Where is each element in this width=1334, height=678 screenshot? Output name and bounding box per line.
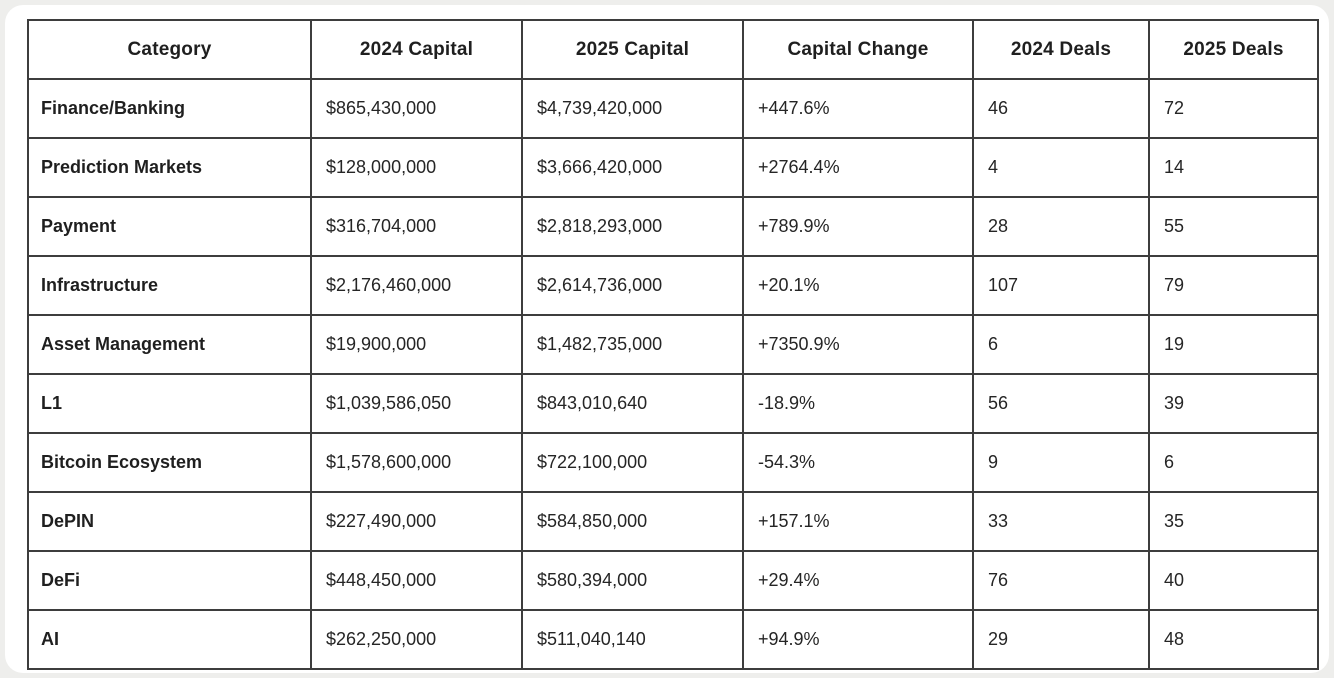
table-row (28, 374, 1318, 433)
table-row (28, 551, 1318, 610)
header-category: Category (28, 20, 311, 79)
category-cell: Bitcoin Ecosystem (28, 433, 311, 492)
table-row (28, 79, 1318, 138)
deals-2025-cell: 35 (1149, 492, 1318, 551)
capital-2025-cell: $3,666,420,000 (522, 138, 743, 197)
deals-2024-cell: 9 (973, 433, 1149, 492)
capital-2024-cell: $262,250,000 (311, 610, 522, 669)
table-row (28, 138, 1318, 197)
header-2025-capital: 2025 Capital (522, 20, 743, 79)
capital-change-cell: +7350.9% (743, 315, 973, 374)
deals-2025-cell: 79 (1149, 256, 1318, 315)
deals-2024-cell: 46 (973, 79, 1149, 138)
header-2024-capital: 2024 Capital (311, 20, 522, 79)
capital-change-cell: +2764.4% (743, 138, 973, 197)
table-row (28, 315, 1318, 374)
table-row (28, 197, 1318, 256)
capital-2024-cell: $19,900,000 (311, 315, 522, 374)
deals-2025-cell: 39 (1149, 374, 1318, 433)
table-row (28, 433, 1318, 492)
deals-2024-cell: 4 (973, 138, 1149, 197)
table-row (28, 256, 1318, 315)
category-cell: Asset Management (28, 315, 311, 374)
capital-2024-cell: $227,490,000 (311, 492, 522, 551)
deals-2024-cell: 76 (973, 551, 1149, 610)
capital-2025-cell: $511,040,140 (522, 610, 743, 669)
capital-2024-cell: $1,039,586,050 (311, 374, 522, 433)
capital-change-cell: +29.4% (743, 551, 973, 610)
capital-deals-table (27, 19, 1319, 670)
capital-change-cell: +157.1% (743, 492, 973, 551)
capital-2025-cell: $722,100,000 (522, 433, 743, 492)
category-cell: Infrastructure (28, 256, 311, 315)
deals-2025-cell: 55 (1149, 197, 1318, 256)
capital-change-cell: +94.9% (743, 610, 973, 669)
capital-2025-cell: $584,850,000 (522, 492, 743, 551)
capital-2024-cell: $2,176,460,000 (311, 256, 522, 315)
category-cell: L1 (28, 374, 311, 433)
header-2025-deals: 2025 Deals (1149, 20, 1318, 79)
category-cell: DePIN (28, 492, 311, 551)
capital-2025-cell: $4,739,420,000 (522, 79, 743, 138)
capital-2025-cell: $1,482,735,000 (522, 315, 743, 374)
capital-2025-cell: $2,818,293,000 (522, 197, 743, 256)
deals-2025-cell: 40 (1149, 551, 1318, 610)
category-cell: Payment (28, 197, 311, 256)
capital-change-cell: -18.9% (743, 374, 973, 433)
capital-change-cell: +20.1% (743, 256, 973, 315)
capital-2024-cell: $316,704,000 (311, 197, 522, 256)
category-cell: Prediction Markets (28, 138, 311, 197)
deals-2024-cell: 33 (973, 492, 1149, 551)
deals-2024-cell: 29 (973, 610, 1149, 669)
category-cell: DeFi (28, 551, 311, 610)
capital-2024-cell: $1,578,600,000 (311, 433, 522, 492)
deals-2025-cell: 19 (1149, 315, 1318, 374)
deals-2025-cell: 72 (1149, 79, 1318, 138)
category-cell: Finance/Banking (28, 79, 311, 138)
deals-2025-cell: 48 (1149, 610, 1318, 669)
deals-2025-cell: 14 (1149, 138, 1318, 197)
capital-change-cell: +789.9% (743, 197, 973, 256)
header-capital-change: Capital Change (743, 20, 973, 79)
deals-2025-cell: 6 (1149, 433, 1318, 492)
category-cell: AI (28, 610, 311, 669)
deals-2024-cell: 6 (973, 315, 1149, 374)
table-row (28, 492, 1318, 551)
header-2024-deals: 2024 Deals (973, 20, 1149, 79)
capital-2024-cell: $865,430,000 (311, 79, 522, 138)
deals-2024-cell: 28 (973, 197, 1149, 256)
capital-change-cell: +447.6% (743, 79, 973, 138)
capital-2024-cell: $128,000,000 (311, 138, 522, 197)
deals-2024-cell: 107 (973, 256, 1149, 315)
capital-2024-cell: $448,450,000 (311, 551, 522, 610)
table-card (5, 5, 1329, 673)
header-row (28, 20, 1318, 79)
capital-2025-cell: $2,614,736,000 (522, 256, 743, 315)
capital-change-cell: -54.3% (743, 433, 973, 492)
capital-2025-cell: $580,394,000 (522, 551, 743, 610)
table-row (28, 610, 1318, 669)
capital-2025-cell: $843,010,640 (522, 374, 743, 433)
deals-2024-cell: 56 (973, 374, 1149, 433)
